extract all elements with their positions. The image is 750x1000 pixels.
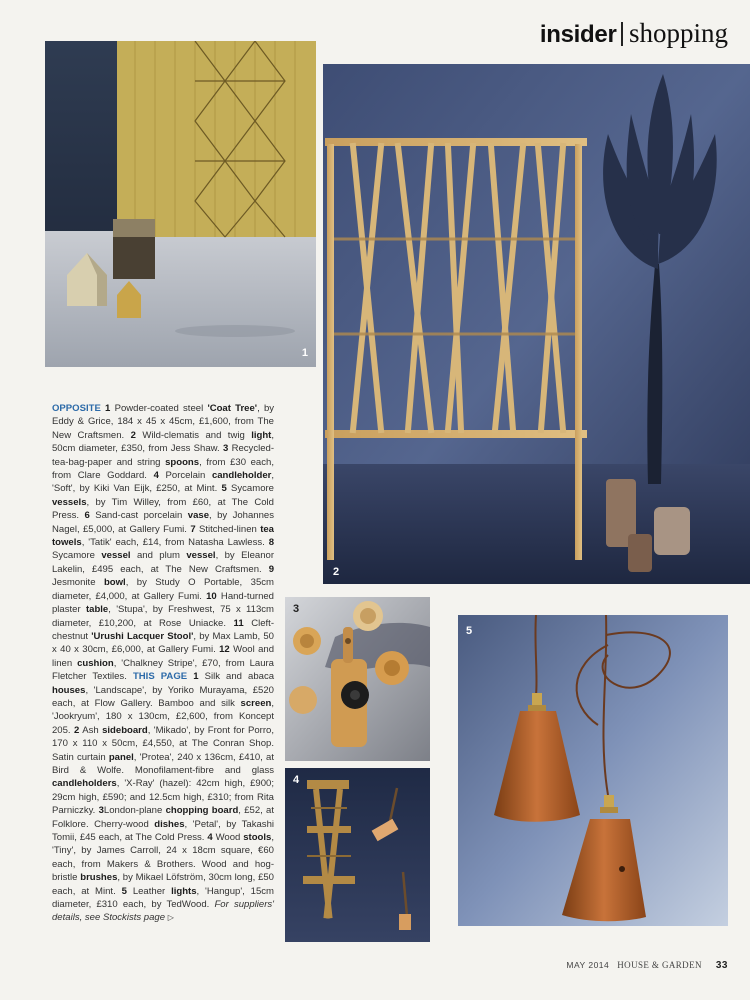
issue-date: MAY 2014 [566, 960, 610, 970]
photo-number: 5 [466, 625, 473, 637]
houses-screen-illustration [45, 41, 316, 367]
photo-number: 4 [293, 774, 300, 786]
photo-stools [285, 768, 430, 942]
page-footer [566, 960, 728, 971]
header-divider [621, 22, 623, 46]
product-captions: OPPOSITE 1 Powder-coated steel 'Coat Tree', by Eddy & Grice, 184 x 45 x 45cm, £1,600, from The New Craftsmen. 2 Wild-clematis and twig light, 50cm diameter, £350, from Jess Shaw. 3 Recycled-tea-bag-paper and string spoons, from £30 each, from Clare Goddard. 4 Porcelain candleholder, 'Soft', by Kiki Van Eijk, £250, at Mint. 5 Sycamore vessels, by Tim Willey, from £60, at The Cold Press. 6 Sand-cast porcelain vase, by Johannes Nagel, £5,000, at Gallery Fumi. 7 Stitched-linen tea towels, 'Tatik' each, £14, from Natasha Lawless. 8 Sycamore vessel and plum vessel, by Eleanor Lakelin, £495 each, at The New Craftsmen. 9 Jesmonite bowl, by Study O Portable, 35cm diameter, £4,000, at Gallery Fumi. 10 Hand-turned plaster table, 'Stupa', by Freshwest, 75 x 113cm diameter, £10,200, at Rose Uniacke. 11 Cleft-chestnut 'Urushi Lacquer Stool', by Max Lamb, 50 x 40 x 30cm, £6,000, at Gallery Fumi. 12 Wool and linen cushion, 'Chalkney Stripe', £70, from Laura Fletcher Textiles. THIS PAGE 1 Silk and abaca houses, 'Landscape', by Yoriko Murayama, £520 each, at Flow Gallery. Bamboo and silk screen, 'Jookryum', 180 x 130cm, £2,600, from Koncept 205. 2 Ash sideboard, 'Mikado', by Front for Porro, 170 x 110 x 50cm, £4,550, at The Conran Shop. Satin curtain panel, 'Protea', 240 x 136cm, £410, at Bird & Wolfe. Monofilament-fibre and glass candleholders, 'X-Ray' (hazel): 42cm high, £900; 29cm high, £590; and 12.5cm high, £310; from Rita Parniczky. 3London-plane chopping board, £52, at Folklore. Cherry-wood dishes, 'Petal', by Takashi Tomii, £45 each, at The Cold Press. 4 Wood stools, 'Tiny', by James Carroll, 24 x 18cm square, €60 each, from Makers & Brothers. Wood and hog-bristle brushes, by Mikael Löfström, 30cm long, £50 each, at Mint. 5 Leather lights, 'Hangup', 15cm diameter, £310 each, by TedWood. For suppliers' details, see Stockists page ▷ [52, 403, 275, 924]
this-page-label: THIS PAGE [132, 671, 188, 683]
stools-illustration [285, 768, 430, 942]
arrow-icon: ▷ [167, 913, 174, 923]
section-topic: shopping [628, 18, 728, 48]
leather-lights-illustration [458, 615, 728, 926]
photo-houses-screen [45, 41, 316, 367]
section-label: insider [539, 21, 617, 48]
opposite-label: OPPOSITE [52, 403, 101, 414]
photo-sideboard [323, 64, 750, 584]
page-number: 33 [715, 960, 728, 971]
suppliers-note: For suppliers' details, see Stockists page [52, 899, 274, 924]
sideboard-illustration [323, 64, 750, 584]
magazine-name: HOUSE & GARDEN [617, 960, 702, 970]
chopping-board-illustration [285, 597, 430, 761]
photo-number: 3 [293, 603, 300, 615]
photo-chopping-board [285, 597, 430, 761]
photo-number: 2 [333, 566, 340, 578]
photo-leather-lights [458, 615, 728, 926]
section-header [540, 18, 728, 52]
photo-number: 1 [301, 347, 308, 359]
